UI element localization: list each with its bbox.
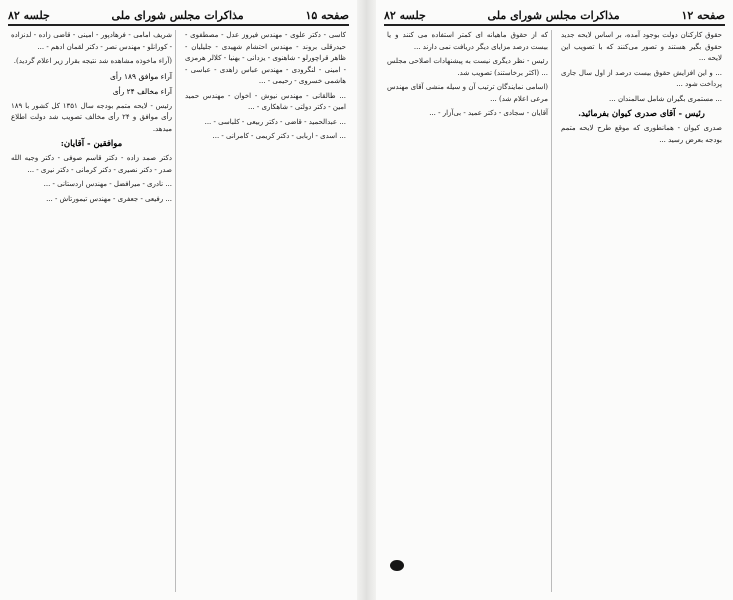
book-gutter xyxy=(357,0,376,600)
section-heading: موافقین - آقایان: xyxy=(60,139,123,149)
paragraph: ... اسدی - اربابی - دکتر کریمی - کامرانی - ... xyxy=(212,132,346,140)
ink-blot-icon xyxy=(390,560,404,571)
paragraph: شریف امامی - فرهادپور - امینی - قاضی زاده - لدنزاده - کورانلو - مهندس نصر - دکتر لقمان ادهم - ... xyxy=(11,31,172,51)
paragraph: رئیس - لایحه متمم بودجه سال ۱۳۵۱ کل کشور با ۱۸۹ رأی موافق و ۲۴ رأی مخالف تصویب شد دولت اطلاع میدهد. xyxy=(11,101,172,133)
votes-in-favor: آراء موافق ۱۸۹ رأی xyxy=(110,71,172,81)
paragraph: حقوق کارکنان دولت بوجود آمده، بر اساس لایحه جدید حقوق بگیر هستند و تصور می‌کنند که با تصویب این لایحه ... xyxy=(561,31,722,62)
paragraph: ... نادری - میرافضل - مهندس اردستانی - ... xyxy=(43,180,172,188)
paragraph: ... طالقانی - مهندس نیوش - اخوان - مهندس حمید امین - دکتر دولتی - شاهکاری - ... xyxy=(185,91,346,111)
right-running-title: مذاکرات مجلس شورای ملی xyxy=(487,8,620,22)
votes-against: آراء مخالف ۲۴ رأی xyxy=(112,86,172,96)
right-page-right-column xyxy=(558,30,725,592)
left-page xyxy=(0,0,357,600)
right-page-number: صفحه ۱۲ xyxy=(681,8,725,22)
paragraph: ... مستمری بگیران شامل سالمندان ... xyxy=(609,94,722,103)
paragraph: آقایان - سجادی - دکتر عمید - بی‌آزار - ... xyxy=(429,109,548,117)
paragraph: کاسی - دکتر علوی - مهندس فیروز عدل - مصطفوی - حیدرقلی بروند - مهندس احتشام شهیدی - جلیلیان - ظاهر قراچورلو - شاهنوی - یزدانی - بهنیا - کلالر هرمزی - امینی - لنگرودی - مهندس عباس زاهدی - عباسی - هاشمی خسروی - رحیمی - ... xyxy=(185,31,346,85)
paragraph: دکتر صمد زاده - دکتر قاسم صوفی - دکتر وجیه الله صدر - دکتر نصیری - دکتر کرمانی - دکتر نیری - ... xyxy=(11,154,172,174)
paragraph: صدری کیوان - همانطوری که موقع طرح لایحه متمم بودجه بعرض رسید ... xyxy=(561,124,722,144)
speaker-line: رئیس - آقای صدری کیوان بفرمائید. xyxy=(578,109,705,119)
left-page-columns xyxy=(8,30,349,592)
paragraph: (آراء ماخوذه مشاهده شد نتیجه بقرار زیر اعلام گردید). xyxy=(13,57,172,65)
right-session-label: جلسه ۸۲ xyxy=(384,8,426,22)
paragraph: که از حقوق ماهیانه ای کمتر استفاده می کنند و یا بیست درصد مزایای دیگر دریافت نمی دارند ... xyxy=(387,31,548,51)
paragraph: (اسامی نمایندگان ترتیب آن و سیله منشی آقای مهندس مرعی اعلام شد) ... xyxy=(387,83,548,103)
right-page xyxy=(376,0,733,600)
paragraph: رئیس - نظر دیگری نیست به پیشنهادات اصلاحی مجلس ... (اکثر برخاستند) تصویب شد. xyxy=(387,57,548,77)
left-page-left-column xyxy=(8,30,176,592)
right-page-columns xyxy=(384,30,725,592)
paragraph: ... و این افزایش حقوق بیست درصد از اول سال جاری پرداخت شود ... xyxy=(561,68,722,88)
left-page-number: صفحه ۱۵ xyxy=(305,8,349,22)
left-page-right-column xyxy=(182,30,349,592)
left-page-header xyxy=(8,6,349,26)
left-running-title: مذاکرات مجلس شورای ملی xyxy=(111,8,244,22)
paragraph: ... رفیعی - جعفری - مهندس تیمورتاش - ... xyxy=(46,194,172,203)
right-page-header xyxy=(384,6,725,26)
paragraph: ... عبدالحمید - قاضی - دکتر ربیعی - کلباسی - ... xyxy=(204,117,346,126)
right-page-left-column xyxy=(384,30,552,592)
left-session-label: جلسه ۸۲ xyxy=(8,8,50,22)
